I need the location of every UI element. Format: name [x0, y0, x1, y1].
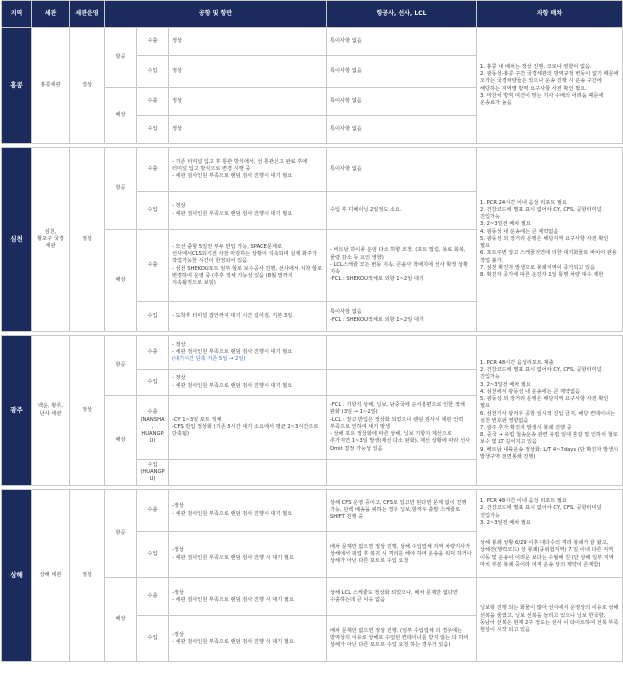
port-status-line: - 정상: [172, 341, 186, 348]
trucking-shenzhen: 1. PCR 24시간 이내 음성 리포트 필요 2. 건강코드에 별표 표시 없어야 CY, CFS, 공항터미널 진입가능 3. 2~3일전 배차 필요 4. 광동성 내 운송에는 큰 제약없음 5. 광동성 외 장거리 운행은 해당지역 요구사항 사전 확인 필요 6. 포트주변 장고 스케줄지연에 의한 대기화물로 바이어 관용 작업 불가. 7. 심천 확진자 발생으로 봉쇄지역이 증가되고 있음 8. 확진자 증가에 따른 운강자 1일 통행 차량 대수 제한: [477, 148, 623, 332]
carrier-status: 특이사항 없음 -FCL : SHEKOU적체로 외항 1~2일 대기: [327, 302, 477, 332]
port-status: -정상 - 세관 검사인원 부족으로 랜덤 검사 진행 시 대기 필요: [169, 616, 327, 662]
dir-import: 수입: [137, 302, 169, 332]
region-guangzhou: 광주: [2, 336, 32, 486]
port-status: -CY 1~3일 포트 적체 -CFS 반입 정상화 (기존 5시간 대기 소요에서 평균 2~3시간으로 단축됨): [169, 396, 327, 460]
port-status: -정상 - 세관 검사인원 부족으로 랜덤 검사 진행 시 대기 필요: [169, 578, 327, 616]
port-status: -정상 - 세관 검사인원 부족으로 랜덤 검사 진행 시 대기 필요: [169, 532, 327, 578]
port-status: - 기존 터미널 입고 후 통관 방식에서, 선 통관신고 완료 후에 터미널 입고 방식으로 변경 시행 중 - 세관 검사인원 부족으로 랜덤 검사 진행시 대기 필요: [169, 148, 327, 192]
carrier-status: 특이사항 없음: [327, 28, 477, 56]
mode-air: 항공: [105, 28, 137, 88]
dir-export: 수출: [137, 148, 169, 192]
dir-import: 수입: [137, 56, 169, 88]
dir-export: 수출 (NANSHA, HUANGPU): [137, 396, 169, 460]
mode-air: 항공: [105, 148, 137, 230]
port-status-highlight: (대기시간 단축 기존 5일 → 2일): [172, 356, 246, 363]
carrier-status: -FCL : 기항지 상해, 닝보, 남중국에 순서흥편으로 인한 적체 완화 (3일 → 1~2일) -LCL : 장고 반입은 정상화 되었으나 랜덤 검사시 세관 인력 부족으로 인하여 대기 발생 - 상해 포트 정상화에 따른 상해, 닝보 기항지 제선으로 추가지연 1~3일 발생(제선 다소 완화), 제선 상황에 따라 선사 Omit 결정 가능성 있음: [327, 396, 477, 460]
customs-shenzhen: 심천, 황포구 국경 세관: [32, 148, 70, 332]
port-status: - 정상 - 세관 검사인원 부족으로 랜덤 검사 진행시 대기 필요: [169, 192, 327, 230]
port-status: 정상: [169, 88, 327, 116]
port-status: - 모선 출항 5일전 부두 반입 가능, SPACE문제로 선사에서CLS되기전 사전 마감하는 상황이 지속되며 실제 화주가 작업가능한 시간이 한정되어 있음. - 심천 SHEKOU포트 일부 항로 보수공사 진행, 선사에서 지착 항로 변경하여 운영 중 (추후 적체 가능성 있음 (8월 말까지 지속될것으로 보임): [169, 230, 327, 302]
carrier-status: 특이사항 없음: [327, 148, 477, 192]
region-hongkong: 홍콩: [2, 28, 32, 144]
dir-export: 수출: [137, 88, 169, 116]
trucking-shanghai: [477, 490, 623, 578]
carrier-status: [327, 370, 477, 396]
dir-export: 수출: [137, 336, 169, 370]
customs-guangzhou: 백운, 황루, 난샤 세관: [32, 336, 70, 486]
carrier-status: 특이사항 없음: [327, 56, 477, 88]
mode-sea: 해상: [105, 396, 137, 486]
dir-export: 수출: [137, 28, 169, 56]
header-airport-port: 공항 및 항만: [105, 1, 327, 28]
trucking-shanghai-requirements: 1. PCR 48시간 이내 음성 리포트 필요 2. 건강코드에 별표 표시 없어야 CY, CFS, 공항터미널 진입가능 3. 2~3일전 배차 필요: [480, 498, 602, 526]
dir-export: 수출: [137, 230, 169, 302]
mode-sea: 해상: [105, 578, 137, 662]
header-customs: 세관: [32, 1, 70, 28]
trucking-hongkong: 1. 홍콩 내 배차는 정상 진행, 코로나 영향이 없음. 2. 광동성-홍콩 구간 국경세관의 방역규정 변동이 없기 때문에 오가는 국경차량들은 있으나 운송 진행 시 운송 구간에 해당하는 지역별 방역 요구사항 사전 확인 필요. 3. 마찬치 방역 여건이 맞는 기사 수배의 어려움 때문에 운송료가 높음: [477, 28, 623, 144]
customs-op-hongkong: 정상: [70, 28, 105, 144]
header-trucking: 자항 배차: [477, 1, 623, 28]
port-status: - 정상 - 세관 검사인원 부족으로 랜덤 검사 진행시 대기 필요: [169, 370, 327, 396]
mode-sea: 해상: [105, 88, 137, 144]
carrier-status: - 비트남 하이퐁 운임 다소 하향 조정. (포트 밀림, 욕료 회복, 물량 감소 등 요인 영향) - LCL스케쥴 모든 변동 지속, 콘솔사 착배지에 선사 확정 상황 지속 -FCL : SHEKOU적체로 외항 1~2일 대기: [327, 230, 477, 302]
carrier-status: 배차 문제만 없으면 정상 진행, (일부 수입업체 의 경우에는 방역상의 이유로 상해로 수입된 컨테이너를 받지 않는 다 하여 상해가 아닌 다른 포트로 수입 요청 하는 경우가 있음): [327, 616, 477, 662]
dir-export: 수출: [137, 578, 169, 616]
port-status: 정상: [169, 116, 327, 144]
dir-import: 수입: [137, 532, 169, 578]
port-status: [169, 460, 327, 486]
mode-air: 항공: [105, 490, 137, 578]
carrier-status: 특이사항 없음: [327, 116, 477, 144]
carrier-status: 상해 LCL 스케쥴도 정상화 되었으나, 배차 문제만 없다면 수출하는데 큰 이슈 없음: [327, 578, 477, 616]
port-status-line: - 세관 검사인원 부족으로 랜덤 검사 진행시 대기 필요: [172, 348, 293, 355]
carrier-status: 특이사항 없음: [327, 88, 477, 116]
carrier-status: [327, 460, 477, 486]
dir-import: 수입 (HUANGPU): [137, 460, 169, 486]
carrier-status: 수입 후 디베이닝 2일정도 소요.: [327, 192, 477, 230]
customs-shanghai: 상해 세관: [32, 490, 70, 662]
mode-sea: 해상: [105, 230, 137, 332]
port-status: [169, 336, 327, 370]
region-shanghai: 상해: [2, 490, 32, 662]
dir-import: 수입: [137, 370, 169, 396]
port-status: - 도착후 터미널 접안까지 대기 시간 길어짐, 기본 3일.: [169, 302, 327, 332]
port-status: 정상: [169, 28, 327, 56]
carrier-status: 상해 CFS 운영 증이고, CFS로 입고만 된다면 문제 없이 진행 가능, 단백 배송을 위하는 경우 닝보,항저우 출발 스케쥴로 SHIFT 진행 중: [327, 490, 477, 532]
region-shenzhen: 심천: [2, 148, 32, 332]
trucking-guangzhou: 1. PCR 48시간 음성리포트 제출 2. 건강코드에 별표 표시 없어야 CY, CFS, 공항터미널 진입가능 3. 2~3일전 배차 필요 4. 심천에서 광동성 내 운송에는 큰 제약없음 5. 광동성 외 장거리 운행은 해당지역 요구사항 사전 확인 필요 6. 심천기사 광저우 공항 일시적 진입 금지, 해당 컨테이너는 심천 번호판 영향없음 7. 광주 추가 확진자 발생시 봉쇄 진행 중 8. 중국 → 유럽 철송운송 관련 유럽 일대 혼잡 및 인하치 철로 보수 및 LT 길어지고 있음 9. 베트남 내륙운송 정상화: L/T 4~7days (단 확진자 발생시 발생구역 전면봉쇄 진행): [477, 336, 623, 486]
dir-import: 수입: [137, 616, 169, 662]
logistics-status-table: [1, 0, 623, 662]
dir-export: 수출: [137, 490, 169, 532]
header-carrier: 항공사, 선사, LCL: [327, 1, 477, 28]
customs-op-guangzhou: 정상: [70, 336, 105, 486]
mode-air: 항공: [105, 336, 137, 396]
header-customs-operation: 세관운영: [70, 1, 105, 28]
customs-hongkong: 홍콩세관: [32, 28, 70, 144]
header-region: 지역: [2, 1, 32, 28]
customs-op-shanghai: 정상: [70, 490, 105, 662]
dir-import: 수입: [137, 116, 169, 144]
port-status: -정상 - 세관 검사인원 부족으로 랜덤 검사 진행시 대기 필요: [169, 490, 327, 532]
header-row: [2, 1, 623, 28]
carrier-status: [327, 336, 477, 370]
customs-op-shenzhen: 정상: [70, 148, 105, 332]
carrier-status: 배차 문제만 없으면 정상 진행, 상해 수입업체 지역 차량기사가 상해에서 픽업 후 복귀 시 격리를 해야 하여 운송을 워딕 하거나 상해가 아닌 다른 포트로 수입 요청: [327, 532, 477, 578]
trucking-shanghai-lockdown: 상해 봉쇄 상황 6/29 이후 대다수의 격리 봉쇄가 끝 왔고, 상해전(행력코드) 상 봉쇄(중위험지역) 7 일 이내 다른 지역 이동 및 운송이 어려운 보다는 수월해 진 (단 상해 일부 지역 마치 부분 봉쇄 중이라 여직 운송 상의 제약이 존재함): [480, 540, 614, 568]
trucking-shanghai-capacity: 닝보항 진행 되는 화물이 많아 선사에서 운영상의 이유로 상해 선복을 줄였고, 닝보 선복을 늘리고 있으나 닝보 한국향, 동남아 선복은 현재 2주 정도는 선사 이 타이트하여 선복 부족 현상이 시작 되고 있음: [477, 578, 623, 662]
port-status: 정상: [169, 56, 327, 88]
dir-import: 수입: [137, 192, 169, 230]
